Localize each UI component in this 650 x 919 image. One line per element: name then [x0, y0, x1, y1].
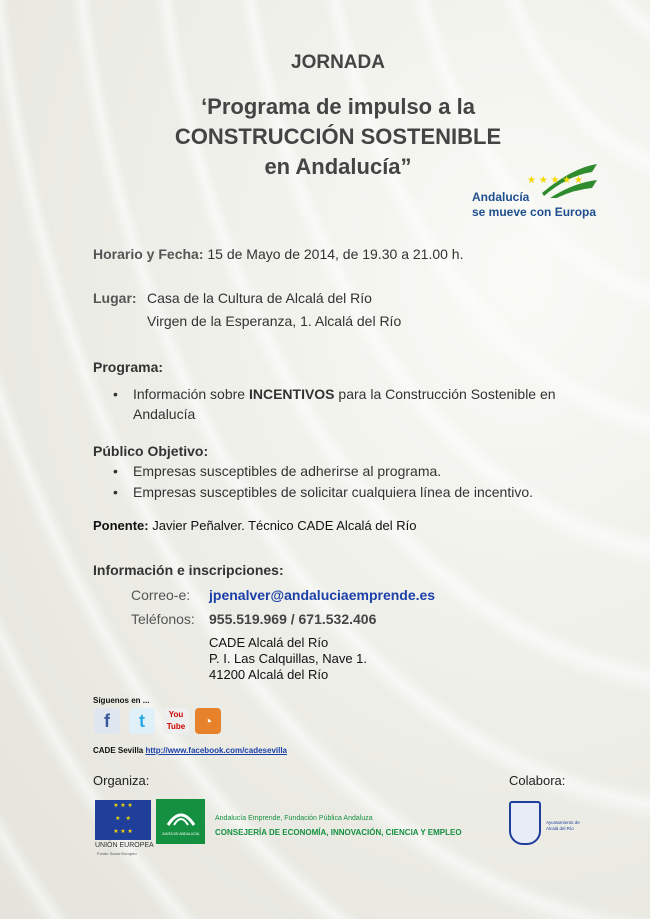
flag-stars-icon	[522, 158, 602, 198]
horario	[93, 246, 463, 262]
text: Ayuntamiento de	[546, 820, 580, 825]
programa-label: Programa:	[93, 359, 164, 375]
value: 15 de Mayo de 2014, de 19.30 a 21.00 h.	[207, 246, 464, 262]
kicker: JORNADA	[291, 52, 385, 73]
junta-andalucia-logo	[156, 799, 205, 844]
ae-text: Andalucía Emprende, Fundación Pública Andaluza	[215, 815, 373, 822]
publico-list	[113, 461, 593, 503]
info-label: Información e inscripciones:	[93, 562, 284, 578]
label: Ponente:	[93, 518, 149, 533]
andalucia-europa-logo	[472, 158, 602, 222]
eu-text: UNIÓN EUROPEA	[95, 842, 154, 849]
cade-sevilla	[93, 746, 287, 755]
lugar-l1: Casa de la Cultura de Alcalá del Río	[147, 290, 372, 306]
rss-icon[interactable]: ◔	[195, 708, 221, 734]
logo-text: Andalucía	[472, 190, 530, 204]
address	[209, 635, 367, 683]
facebook-icon[interactable]: f	[94, 708, 120, 734]
junta-text: JUNTA DE ANDALUCIA	[161, 832, 200, 836]
text: INCENTIVOS	[248, 386, 335, 402]
list-item	[113, 384, 583, 424]
text: Alcalá del Río	[546, 826, 574, 831]
junta-arch-icon	[166, 807, 196, 827]
ponente	[93, 518, 416, 533]
lugar-l2: Virgen de la Esperanza, 1. Alcalá del Río	[147, 313, 402, 329]
value: Javier Peñalver. Técnico CADE Alcalá del Río	[152, 518, 417, 533]
address-line: CADE Alcalá del Río	[209, 635, 329, 650]
publico-label: Público Objetivo:	[93, 443, 209, 459]
programa-list	[113, 384, 583, 424]
svg-text:★ ★ ★ ★ ★: ★ ★ ★ ★ ★	[527, 175, 583, 186]
youtube-icon[interactable]: You Tube	[163, 708, 189, 734]
logo-text: se mueve con Europa	[472, 205, 597, 219]
twitter-icon[interactable]: t	[129, 708, 155, 734]
consejeria-text: CONSEJERÍA DE ECONOMÍA, INNOVACIÓN, CIENCIA Y EMPLEO	[215, 828, 462, 837]
address-line: P. I. Las Calquillas, Nave 1.	[209, 651, 368, 666]
list-item: • Empresas susceptibles de adherirse al programa.	[113, 461, 593, 482]
text: para la Construcción Sostenible en Andalucía	[133, 386, 556, 422]
label: Horario y Fecha:	[93, 246, 204, 262]
address-line: 41200 Alcalá del Río	[209, 667, 329, 682]
facebook-link[interactable]: http://www.facebook.com/cadesevilla	[145, 746, 288, 755]
lugar-label	[93, 290, 137, 306]
label: CADE Sevilla	[93, 746, 144, 755]
tel-value: 955.519.969 / 671.532.406	[209, 611, 377, 627]
organiza-label: Organiza:	[93, 773, 150, 788]
social-label: Síguenos en ...	[93, 696, 150, 705]
text: Información sobre	[133, 386, 249, 402]
eu-flag-logo: ★ ★ ★ ★ ★ ★ ★ ★	[95, 800, 151, 840]
title-line-1: ‘Programa de impulso a la	[201, 94, 475, 119]
label: Lugar:	[93, 290, 137, 306]
ayuntamiento-text	[546, 820, 580, 832]
list-item: • Empresas susceptibles de solicitar cualquiera línea de incentivo.	[113, 482, 593, 503]
title-line-3: en Andalucía”	[264, 154, 412, 179]
eu-subtext: Fondo Social Europeo	[97, 851, 137, 856]
correo-link[interactable]: jpenalver@andaluciaemprende.es	[209, 587, 436, 603]
ayuntamiento-crest	[509, 801, 541, 845]
tel-label: Teléfonos:	[131, 611, 195, 627]
title-line-2: CONSTRUCCIÓN SOSTENIBLE	[174, 124, 502, 149]
correo-label: Correo-e:	[131, 587, 191, 603]
colabora-label: Colabora:	[509, 773, 566, 788]
